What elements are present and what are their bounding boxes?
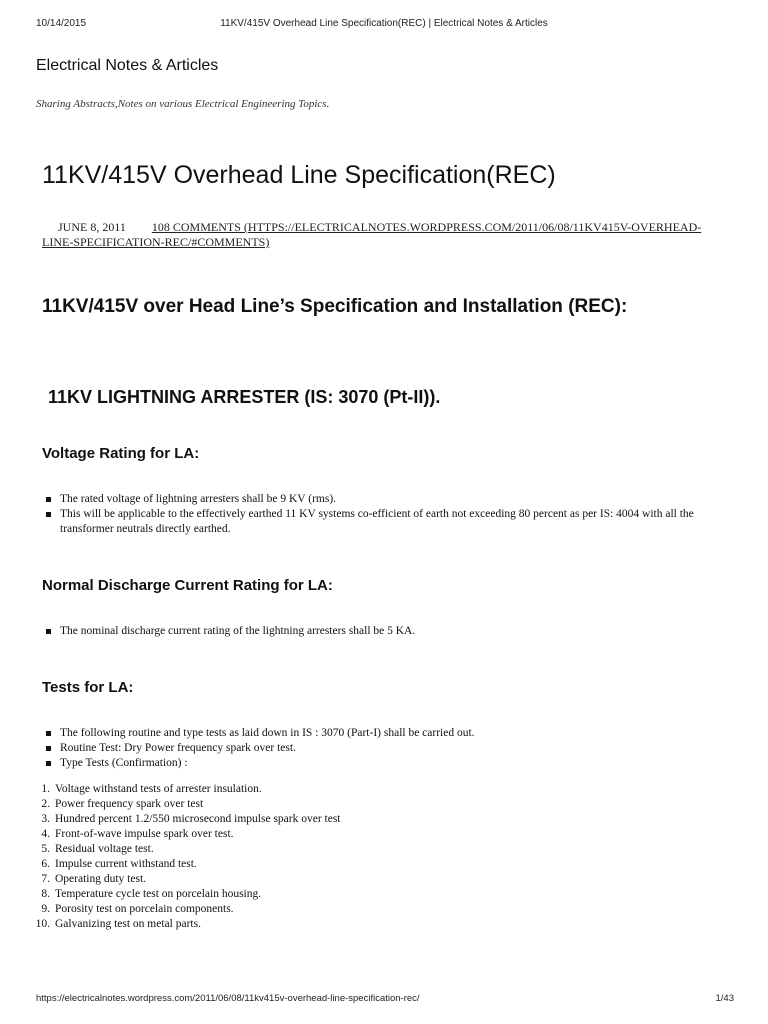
voltage-rating-list (42, 492, 732, 537)
post-title: 11KV/415V Overhead Line Specification(REC) (42, 161, 556, 189)
list-item: 8. Temperature cycle test on porcelain housing. (41, 888, 262, 900)
comments-link[interactable]: 108 COMMENTS (HTTPS://ELECTRICALNOTES.WORDPRESS.COM/2011/06/08/11KV415V-OVERHEAD-LINE-SPECIFICATION-REC/#COMMENTS) (42, 220, 702, 249)
discharge-rating-list (42, 624, 732, 639)
voltage-rating-heading: Voltage Rating for LA: (42, 445, 200, 462)
print-date: 10/14/2015 (36, 18, 87, 29)
site-title[interactable]: Electrical Notes & Articles (36, 57, 219, 74)
list-item: Routine Test: Dry Power frequency spark over test. (42, 741, 732, 756)
print-footer-url: https://electricalnotes.wordpress.com/2011/06/08/11kv415v-overhead-line-specification-rec/ (36, 993, 420, 1004)
post-date: JUNE 8, 2011 (58, 220, 126, 234)
print-page-title: 11KV/415V Overhead Line Specification(REC) | Electrical Notes & Articles (220, 18, 548, 29)
list-item: 9. Porosity test on porcelain components. (41, 903, 234, 915)
tests-heading: Tests for LA: (42, 679, 134, 696)
discharge-rating-heading: Normal Discharge Current Rating for LA: (42, 577, 333, 594)
list-item: 3. Hundred percent 1.2/550 microsecond impulse spark over test (41, 813, 341, 825)
post-meta (42, 220, 732, 250)
list-item: 4. Front-of-wave impulse spark over test. (41, 828, 234, 840)
list-item: 1. Voltage withstand tests of arrester insulation. (41, 783, 262, 795)
list-item: The nominal discharge current rating of the lightning arresters shall be 5 KA. (42, 624, 732, 639)
lightning-arrester-heading: 11KV LIGHTNING ARRESTER (IS: 3070 (Pt-II)). (48, 387, 441, 407)
main-heading: 11KV/415V over Head Line’s Specification and Installation (REC): (42, 296, 628, 317)
list-item: 6. Impulse current withstand test. (41, 858, 197, 870)
list-item: Type Tests (Confirmation) : (42, 756, 732, 771)
list-item: The rated voltage of lightning arresters shall be 9 KV (rms). (42, 492, 732, 507)
tests-list (42, 726, 732, 771)
list-item: 10. Galvanizing test on metal parts. (35, 918, 201, 930)
list-item: 2. Power frequency spark over test (41, 798, 204, 810)
list-item: This will be applicable to the effectively earthed 11 KV systems co-efficient of earth not exceeding 80 percent as per IS: 4004 with all the transformer neutrals directly earthed. (42, 507, 732, 537)
site-tagline: Sharing Abstracts,Notes on various Electrical Engineering Topics. (36, 98, 330, 110)
type-tests-list (26, 782, 341, 932)
list-item: 7. Operating duty test. (41, 873, 147, 885)
list-item: The following routine and type tests as laid down in IS : 3070 (Part-I) shall be carried out. (42, 726, 732, 741)
list-item: 5. Residual voltage test. (41, 843, 154, 855)
print-page-number: 1/43 (715, 993, 734, 1004)
